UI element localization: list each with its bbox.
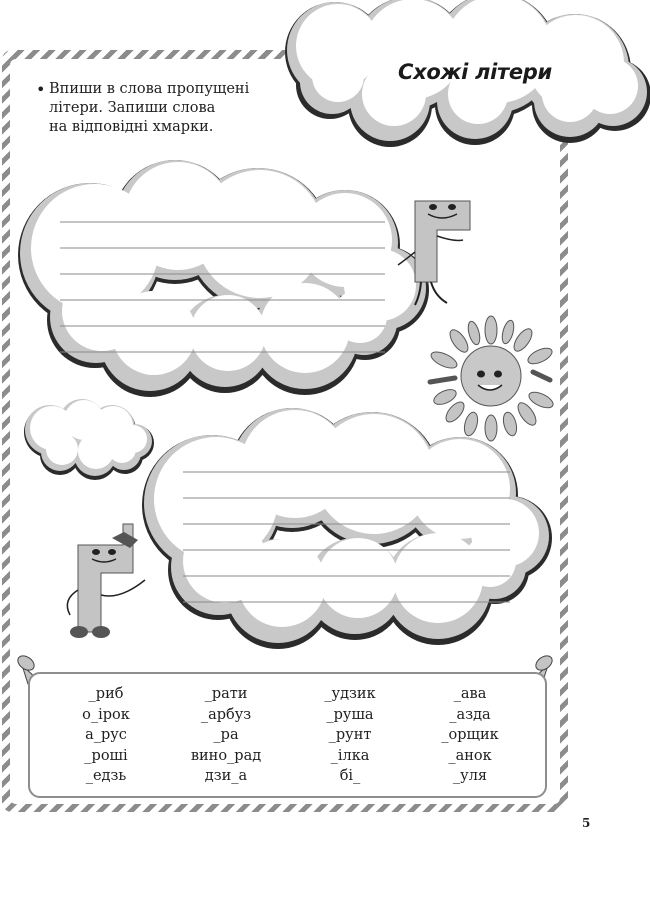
word-bank	[28, 672, 547, 798]
upper-writing-cloud	[18, 160, 429, 397]
word-item: _удзик	[324, 686, 376, 702]
word-column-1	[46, 684, 166, 787]
word-column-4	[410, 684, 530, 787]
word-item: о_ірок	[82, 706, 130, 723]
word-column-2	[166, 684, 286, 787]
page-title: Схожі літери	[398, 60, 552, 84]
word-item: _уля	[452, 768, 488, 785]
word-item: _ава	[453, 686, 487, 702]
word-item: _ілка	[330, 747, 370, 764]
instruction-line: Впиши в слова пропущені	[49, 81, 250, 97]
sun-character	[429, 316, 556, 441]
page-number: 5	[582, 816, 591, 830]
word-item: _ра	[213, 727, 239, 744]
lower-writing-cloud	[142, 408, 552, 649]
word-item: _азда	[449, 706, 491, 723]
word-item: _риб	[88, 686, 124, 702]
word-item: _орщик	[441, 727, 499, 744]
word-item: _арбуз	[200, 706, 252, 723]
word-item: бі_	[339, 768, 361, 785]
word-item: _роші	[84, 747, 128, 764]
word-item: вино_рад	[190, 747, 262, 764]
word-item: _рати	[204, 686, 248, 702]
word-column-3	[290, 684, 410, 787]
bullet-icon: •	[36, 80, 46, 99]
instruction-line: на відповідні хмарки.	[49, 119, 214, 135]
instruction-line: літери. Запиши слова	[49, 100, 216, 116]
word-item: дзи_а	[204, 768, 248, 785]
letter-ge-character	[67, 524, 145, 638]
word-item: _анок	[448, 747, 492, 764]
word-item: а_рус	[85, 727, 127, 744]
word-item: _руша	[326, 706, 374, 723]
word-item: _рунт	[328, 727, 372, 744]
word-item: _едзь	[85, 768, 127, 785]
small-cloud	[24, 399, 154, 480]
